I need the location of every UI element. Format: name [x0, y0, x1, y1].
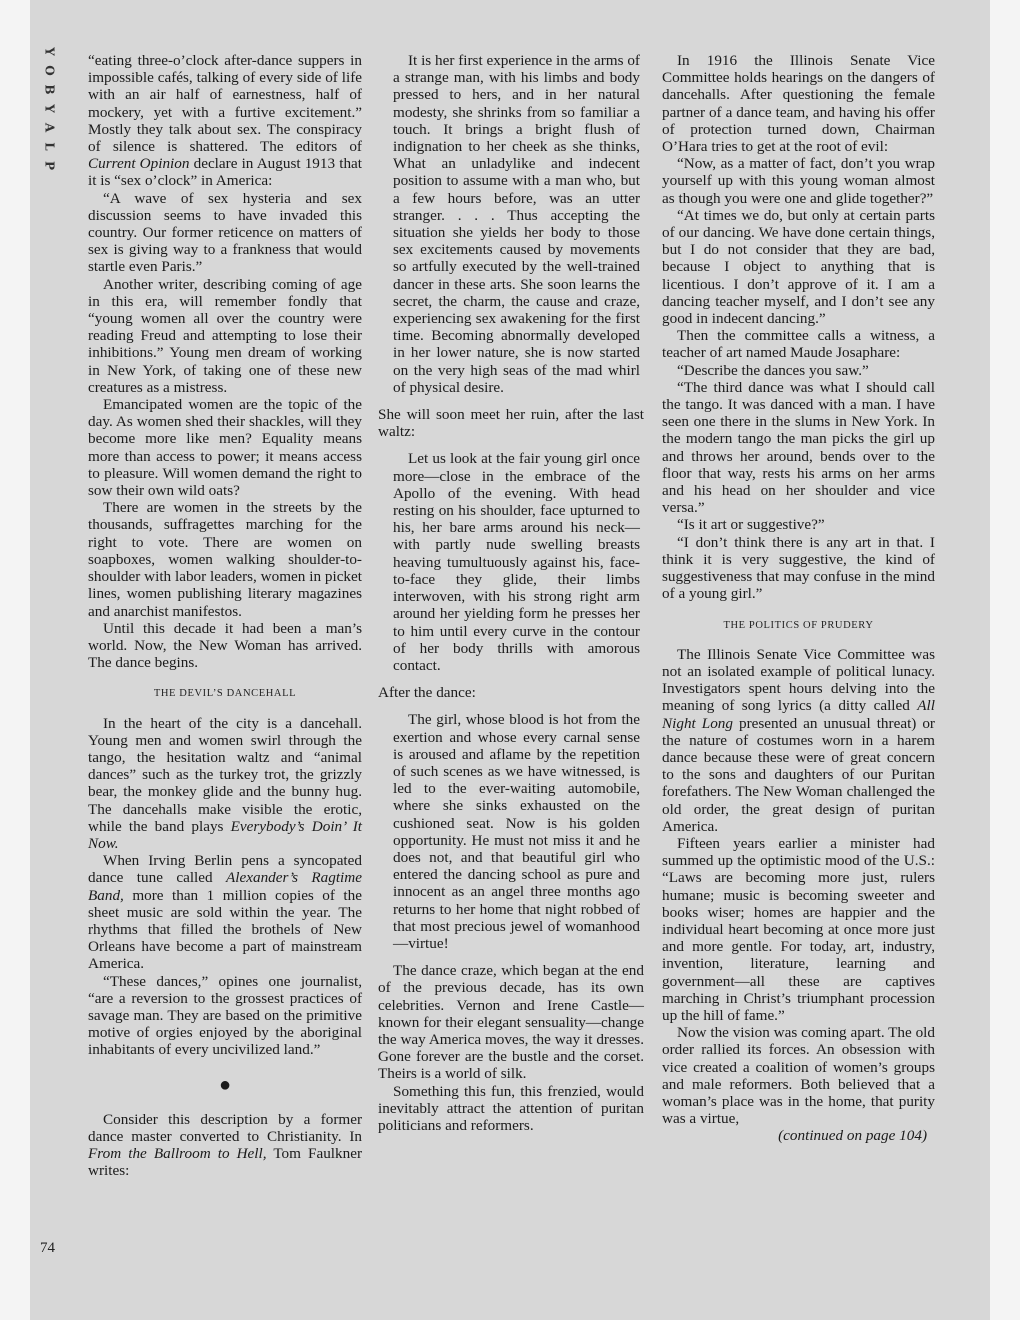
quote-paragraph: Let us look at the fair young girl once more—close in the embrace of the Apollo of the evening. With head resting on his shoulder, face upturned to his, her bare arms around his neck—with partly nude swelling breasts heaving tumultuously against his, face-to-face they glide, their limbs interwoven, with his strong right arm around her yielding form he presses her to him until every curve in the contour of her body thrills with amorous contact. — [393, 450, 640, 674]
paragraph: “eating three-o’clock after-dance suppers in impossible cafés, talking of every side of life with an air half of earnestness, half of mockery, yet with a furtive excitement.” Mostly they talk about sex. The conspiracy of silence is shattered. The editors of Current Opinion declare in August 1913 that it is “sex o’clock” in America: — [88, 52, 362, 190]
paragraph: “These dances,” opines one journalist, “are a reversion to the grossest practices of savage man. They are based on the primitive motive of orgies enjoyed by the aboriginal inhabitants of every uncivilized land.” — [88, 972, 362, 1059]
paragraph: Consider this description by a former dance master converted to Christianity. In From the Ballroom to Hell, Tom Faulkner writes: — [88, 1110, 362, 1180]
paragraph: When Irving Berlin pens a syncopated dance tune called Alexander’s Ragtime Band, more than 1 million copies of the sheet music are sold within the year. The rhythms that filled the brothels of New Orleans have become a part of mainstream America. — [88, 852, 362, 973]
section-bullet: ● — [218, 1073, 232, 1096]
paragraph: “I don’t think there is any art in that. I think it is very suggestive, the kind of suggestiveness that may confuse in the mind of a young girl.” — [662, 533, 935, 603]
paragraph: In the heart of the city is a dancehall. Young men and women swirl through the tango, the hesitation waltz and “animal dances” such as the turkey trot, the grizzly bear, the monkey glide and the bunny hug. The dancehalls make visible the erotic, while the band plays Everybody’s Doin’ It Now. — [88, 714, 362, 852]
block-quote — [378, 450, 644, 674]
section-heading: THE DEVIL’S DANCEHALL — [153, 688, 297, 700]
block-quote — [378, 711, 644, 952]
magazine-letter: B — [42, 84, 57, 95]
column-2 — [378, 52, 644, 1134]
paragraph: There are women in the streets by the thousands, suffragettes marching for the right to vote. There are women on soapboxes, women walking shoulder-to-shoulder with labor leaders, women in picket lines, women publishing literary magazines and anarchist manifestos. — [88, 499, 362, 620]
paragraph: In 1916 the Illinois Senate Vice Committee holds hearings on the dangers of dancehalls. After questioning the female partner of a dance team, and having his offer of protection turned down, Chairman O’Hara tries to get at the root of evil: — [662, 52, 935, 156]
paragraph: After the dance: — [378, 684, 476, 702]
paragraph: “The third dance was what I should call the tango. It was danced with a man. I have seen one there in the slums in New York. In the modern tango the man picks the girl up and throws her around, bends over to the floor that way, rests his arms on her arms and his head on her shoulder and vice versa.” — [662, 378, 935, 517]
paragraph: She will soon meet her ruin, after the last waltz: — [378, 406, 644, 441]
paragraph: Another writer, describing coming of age in this era, will remember fondly that “young women all over the country were reading Freud and attempting to lose their inhibitions.” Young men dream of working in New York, of taking one of these new creatures as a mistress. — [88, 275, 362, 396]
magazine-letter: P — [42, 160, 57, 171]
magazine-letter: A — [42, 122, 57, 133]
paragraph: Something this fun, this frenzied, would inevitably attract the attention of puritan politicians and reformers. — [378, 1082, 644, 1134]
magazine-name-vertical — [40, 42, 57, 175]
paragraph: “Now, as a matter of fact, don’t you wrap yourself up with this young woman almost as though you were one and glide together?” — [662, 155, 935, 207]
quote-paragraph: The girl, whose blood is hot from the exertion and whose every carnal sense is aroused and aflame by the repetition of such scenes as we have witnessed, is led to the ever-waiting automobile, where she sinks exhausted on the cushioned seat. Now is his golden opportunity. He must not miss it and he does not, and that beautiful girl who entered the dancing school as pure and innocent as an angel three months ago returns to her home that night robbed of that most precious jewel of womanhood—virtue! — [393, 711, 640, 952]
magazine-letter: Y — [42, 47, 57, 56]
column-1 — [88, 52, 362, 1179]
block-quote — [378, 52, 644, 396]
paragraph: “Describe the dances you saw.” — [677, 361, 869, 379]
paragraph: “At times we do, but only at certain parts of our dancing. We have done certain things, but I do not consider that they are bad, because I object to anything that is licentious. I don’t approve of it. I am a dancing teacher myself, and I don’t see any good in indecent dancing.” — [662, 206, 935, 328]
paragraph: “A wave of sex hysteria and sex discussion seems to have invaded this country. Our former reticence on matters of sex is giving way to a frankness that would startle even Paris.” — [88, 189, 362, 276]
paragraph: Until this decade it had been a man’s world. Now, the New Woman has arrived. The dance begins. — [88, 619, 362, 672]
paragraph: The dance craze, which began at the end of the previous decade, has its own celebrities. Vernon and Irene Castle—known for their elegant sensuality—change the way America moves, the way it dresses. Gone forever are the bustle and the corset. Theirs is a world of silk. — [378, 962, 644, 1083]
paragraph: Fifteen years earlier a minister had summed up the optimistic mood of the U.S.: “Laws are becoming more just, rulers humane; music is becoming sweeter and books wiser; homes are happier and the individual heart becoming at once more just and more gentle. For today, art, industry, invention, literature, learning and government—all these are captives marching in Christ’s triumphant procession up the hill of fame.” — [662, 834, 935, 1024]
magazine-letter: O — [42, 65, 57, 76]
page-number: 74 — [40, 1240, 55, 1256]
paragraph: The Illinois Senate Vice Committee was not an isolated example of political lunacy. Investigators spent hours delving into the meaning of song lyrics (a ditty called All Night Long presented an unusual threat) or the nature of costumes worn in a harem dance because these were of great concern to the sons and daughters of our Puritan forefathers. The New Woman challenged the old order, the great design of puritan America. — [662, 645, 935, 835]
quote-paragraph: It is her first experience in the arms of a strange man, with his limbs and body pressed to hers, and in her natural modesty, she shrinks from so familiar a touch. It brings a bright flush of indignation to her cheek as she thinks, What an unladylike and indecent position to assume with a man who, but a few hours before, was an utter stranger. . . . Thus accepting the situation she yields her body to those sex excitements caused by movements so artfully executed by the well-trained dancer in these arts. She soon learns the secret, the charm, the cause and craze, experiencing sex awakening for the first time. Becoming abnormally developed in her lower nature, she is now started on the very high seas of the mad whirl of physical desire. — [393, 52, 640, 396]
section-heading: THE POLITICS OF PRUDERY — [723, 619, 874, 631]
paragraph: “Is it art or suggestive?” — [677, 516, 825, 534]
magazine-letter: L — [42, 142, 57, 151]
magazine-letter: Y — [42, 104, 57, 113]
magazine-page — [30, 0, 990, 1320]
column-3 — [662, 52, 935, 1145]
paragraph: Then the committee calls a witness, a teacher of art named Maude Josaphare: — [662, 327, 935, 362]
paragraph: Emancipated women are the topic of the day. As women shed their shackles, will they become more like men? Equality means more than access to power; it means access to pleasure. Will women demand the right to sow their own wild oats? — [88, 396, 362, 500]
continued-note: (continued on page 104) — [778, 1127, 927, 1145]
paragraph: Now the vision was coming apart. The old order rallied its forces. An obsession with vice created a coalition of women’s groups and male reformers. Both believed that a woman’s place was in the home, that purity was a virtue, — [662, 1024, 935, 1128]
